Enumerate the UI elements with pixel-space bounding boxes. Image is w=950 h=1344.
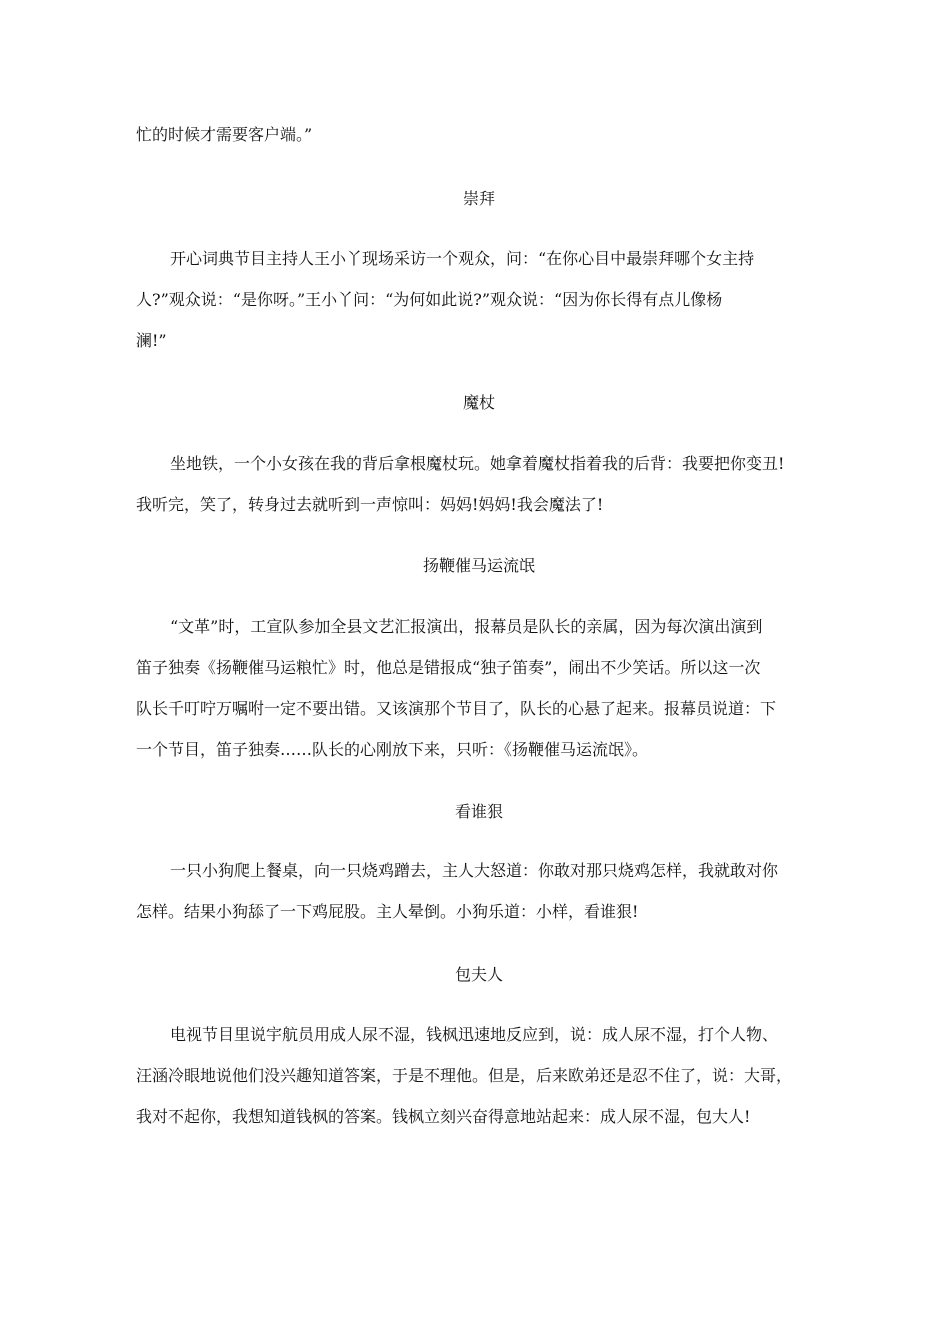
paragraph-line: 澜!” — [136, 331, 167, 350]
paragraph-line: 我听完，笑了，转身过去就听到一声惊叫：妈妈!妈妈!我会魔法了! — [136, 495, 604, 514]
paragraph-line: “文革”时，工宣队参加全县文艺汇报演出，报幕员是队长的亲属，因为每次演出演到 — [170, 617, 763, 636]
section-title-baofuren: 包夫人 — [454, 965, 503, 984]
paragraph-line: 人?”观众说：“是你呀。”王小丫问：“为何如此说?”观众说：“因为你长得有点儿像杨 — [136, 290, 723, 309]
section-title-mozhang: 魔杖 — [462, 393, 495, 412]
paragraph-line: 笛子独奏《扬鞭催马运粮忙》时，他总是错报成“独子笛奏”，闹出不少笑话。所以这一次 — [136, 658, 761, 677]
paragraph-line: 电视节目里说宇航员用成人尿不湿，钱枫迅速地反应到，说：成人尿不湿，打个人物、 — [170, 1025, 779, 1044]
section-paragraph-kanshuihen — [136, 850, 822, 932]
paragraph-line: 我对不起你，我想知道钱枫的答案。钱枫立刻兴奋得意地站起来：成人尿不湿，包大人! — [136, 1107, 751, 1126]
section-title-yangbian: 扬鞭催马运流氓 — [422, 556, 535, 575]
paragraph-line: 一只小狗爬上餐桌，向一只烧鸡蹭去，主人大怒道：你敢对那只烧鸡怎样，我就敢对你 — [170, 861, 779, 880]
paragraph-line: 忙的时候才需要客户端。” — [136, 125, 313, 144]
section-paragraph-chongbai — [136, 238, 822, 361]
section-title-kanshuihen: 看谁狠 — [454, 802, 503, 821]
section-paragraph-baofuren — [136, 1014, 822, 1137]
paragraph-line: 一个节目，笛子独奏……队长的心刚放下来，只听：《扬鞭催马运流氓》。 — [136, 740, 649, 759]
paragraph-line: 队长千叮咛万嘱咐一定不要出错。又该演那个节目了，队长的心悬了起来。报幕员说道：下 — [136, 699, 777, 718]
carry-over-paragraph — [136, 114, 822, 155]
paragraph-line: 坐地铁，一个小女孩在我的背后拿根魔杖玩。她拿着魔杖指着我的后背：我要把你变丑! — [170, 454, 785, 473]
paragraph-line: 开心词典节目主持人王小丫现场采访一个观众，问：“在你心目中最崇拜哪个女主持 — [170, 249, 755, 268]
paragraph-line: 怎样。结果小狗舔了一下鸡屁股。主人晕倒。小狗乐道：小样，看谁狠! — [136, 902, 639, 921]
paragraph-line: 汪涵冷眼地说他们没兴趣知道答案，于是不理他。但是，后来欧弟还是忍不住了，说：大哥， — [136, 1066, 793, 1085]
section-title-chongbai: 崇拜 — [462, 189, 495, 208]
section-paragraph-mozhang — [136, 443, 822, 525]
section-paragraph-yangbian — [136, 606, 822, 770]
